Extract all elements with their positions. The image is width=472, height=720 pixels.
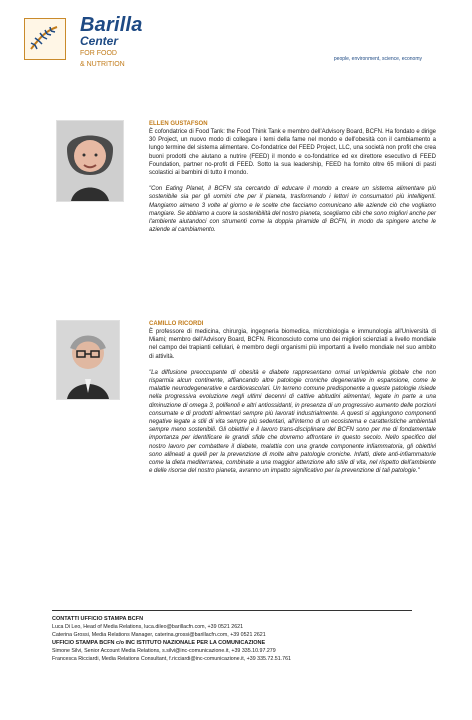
footer-title-2: UFFICIO STAMPA BCFN c/o INC ISTITUTO NAZIONALE PER LA COMUNICAZIONE [52, 640, 266, 646]
brand-block [80, 16, 143, 69]
profile-name: CAMILLO RICORDI [149, 321, 204, 327]
person-portrait-icon [57, 321, 119, 399]
profile-photo [56, 120, 124, 202]
brand-name: Barilla [80, 14, 143, 36]
person-portrait-icon [57, 121, 123, 201]
profile-quote: "La diffusione preoccupante di obesità e diabete rappresentano ormai un'epidemia globale che non risparmia alcun continente, affiancando altre patologie croniche degenerative in espansione, come le malattie neurodegenerative e cardiovascolari. Un terreno comune predisponente a queste patologie risiede nella progressiva evoluzione negli ultimi decenni di cattive abitudini alimentari, legate in parte a una diminuzione di omega 3, polifenoli e altri antiossidanti, in presenza di un progressivo aumento delle porzioni consumate e di prodotti alimentari sempre più lavorati industrialmente. A questi si aggiungono componenti negative legate a stili di vita sempre più sedentari, all'interno di un ecosistema e caratteristiche ambientali sempre meno sostenibili. Gli obiettivi e il lavoro trans-disciplinare del BCFN sono per me di fondamentale importanza per identificare le grandi sfide che dovremo affrontare in questo secolo. Nello specifico del nostro lavoro per combattere il diabete, malattia con una grande componente infiammatoria, gli obiettivi sono allineati a quelli per la prevenzione di molte altre patologie croniche. Infatti, diete anti-infiammatorie come la dieta mediterranea, combinate a una maggior attenzione allo stile di vita, nel rispetto dell'ambiente e delle risorse del nostro pianeta, avranno un impatto significativo per la prevenzione di tali patologie." [149, 369, 436, 475]
footer-title-1: CONTATTI UFFICIO STAMPA BCFN [52, 616, 144, 622]
profile-content [149, 120, 436, 234]
header-tagline: people, environment, science, economy [333, 56, 422, 62]
footer-line-2: Caterina Grossi, Media Relations Manager, caterina.grossi@barillacfn.com, +39 0521 2621 [52, 632, 266, 638]
profile-quote: "Con Eating Planet, il BCFN sta cercando di educare il mondo a creare un sistema alimentare più sostenibile sia per gli uomini che per il pianeta, trasformando i lettori in consumatori più intelligenti. Mangiamo almeno 3 volte al giorno e le scelte che facciamo comunicano alle aziende ciò che vogliamo mangiare. Se abbiamo a cuore la sostenibilità del nostro pianeta, scegliamo cibi che sono migliori anche per l'ambiente aiutandoci con strumenti come la doppia piramide di BCFN, in modo da spingere anche le aziende al cambiamento. [149, 186, 436, 234]
brand-line-1: FOR FOOD [80, 50, 117, 57]
footer [52, 610, 412, 663]
profile-bio: È professore di medicina, chirurgia, ingegneria biomedica, microbiologia e immunologia all'Università di Miami; membro dell'Advisory Board, BCFN. Riconosciuto come uno dei migliori scienziati a livello mondiale nel campo dei trapianti cellulari, è membro degli organismi più importanti a livello mondiale nel suo ambito di attività. [149, 329, 436, 360]
wheat-logo-icon [25, 19, 65, 59]
footer-line-4: Francesca Ricciardi, Media Relations Consultant, f.ricciardi@inc-comunicazione.it, +39 335.72.51.761 [52, 656, 291, 662]
profile-content [149, 320, 436, 475]
brand-line-2: & NUTRITION [80, 61, 125, 68]
brand-center: Center [80, 34, 119, 48]
profile-photo [56, 320, 120, 400]
profile-name: ELLEN GUSTAFSON [149, 121, 208, 127]
footer-line-3: Simone Silvi, Senior Account Media Relations, s.silvi@inc-comunicazione.it, +39 335.10.97.279 [52, 648, 276, 654]
profile-bio: È cofondatrice di Food Tank: the Food Think Tank e membro dell'Advisory Board, BCFN. Ha fondato e dirige 30 Project, un nuovo modo di collegare i temi della fame nel mondo e dell'obesità con il cambiamento a lungo termine del sistema alimentare. Co-fondatrice del FEED Project, LLC, una società non profit che crea buoni prodotti che aiutano a nutrire (FEED) il mondo e co-fondatrice ed ex direttore esecutivo di FEED Foundation, partner no-profit di FEED. Sotto la sua leadership, FEED ha fornito oltre 65 milioni di pasti scolastici ai bambini di tutto il mondo. [149, 129, 436, 177]
footer-line-1: Luca Di Leo, Head of Media Relations, luca.dileo@barillacfn.com, +39 0521 2621 [52, 624, 244, 630]
barilla-logo-icon [24, 18, 66, 60]
footer-divider [52, 610, 412, 611]
header [18, 12, 458, 70]
